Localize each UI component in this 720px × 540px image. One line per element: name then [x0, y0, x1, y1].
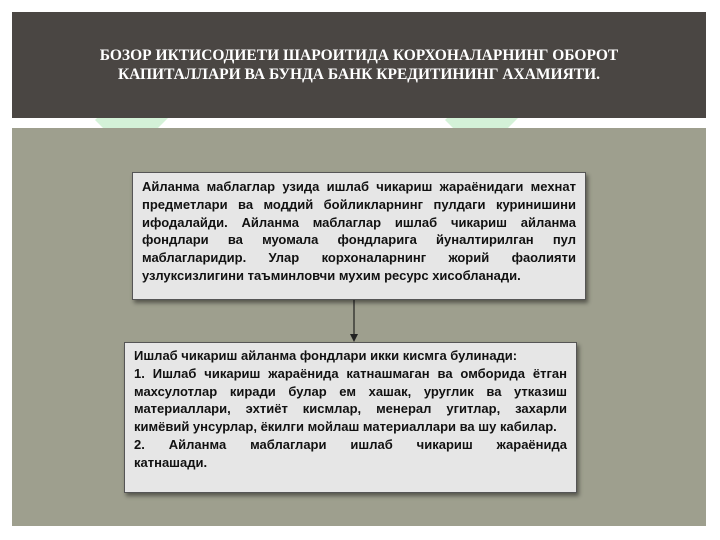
- title-line-1: БОЗОР ИКТИСОДИЕТИ ШАРОИТИДА КОРХОНАЛАРНИНГ ОБОРОТ: [99, 47, 619, 64]
- classification-item-2: 2. Айланма маблаглари ишлаб чикариш жараёнида: [134, 436, 567, 452]
- slide-header: [12, 12, 706, 118]
- definition-box: [132, 172, 586, 300]
- slide-title: [79, 46, 639, 84]
- classification-heading: Ишлаб чикариш айланма фондлари икки кисмга булинади:: [134, 348, 518, 363]
- definition-text: Айланма маблаглар узида ишлаб чикариш жараёнидаги мехнат предметлари ва моддий бойликларнинг пулдаги куринишини ифодалайди. Айланма маблаглар ишлаб чикариш айланма фондлари ва муомала фондларига йуналтирилган пул маблагларидир. Улар корхоналарнинг жорий фаолияти узлуксизлигини таъминловчи мухим ресурс хисобланади.: [142, 179, 576, 283]
- classification-item-1: 1. Ишлаб чикариш жараёнида катнашмаган ва омборида ётган махсулотлар киради булар ем хашак, уруглик ва утказиш материаллари, эхтиёт кисмлар, менерал угитлар, захарли кимёвий унсурлар, ёкилги мойлаш материаллари ва шу кабилар.: [134, 365, 567, 435]
- content-panel: [12, 128, 706, 526]
- classification-item-2-end: катнашади.: [134, 454, 208, 470]
- classification-box: [124, 342, 577, 493]
- title-line-2: КАПИТАЛЛАРИ ВА БУНДА БАНК КРЕДИТИНИНГ АХАМИЯТИ.: [117, 66, 601, 83]
